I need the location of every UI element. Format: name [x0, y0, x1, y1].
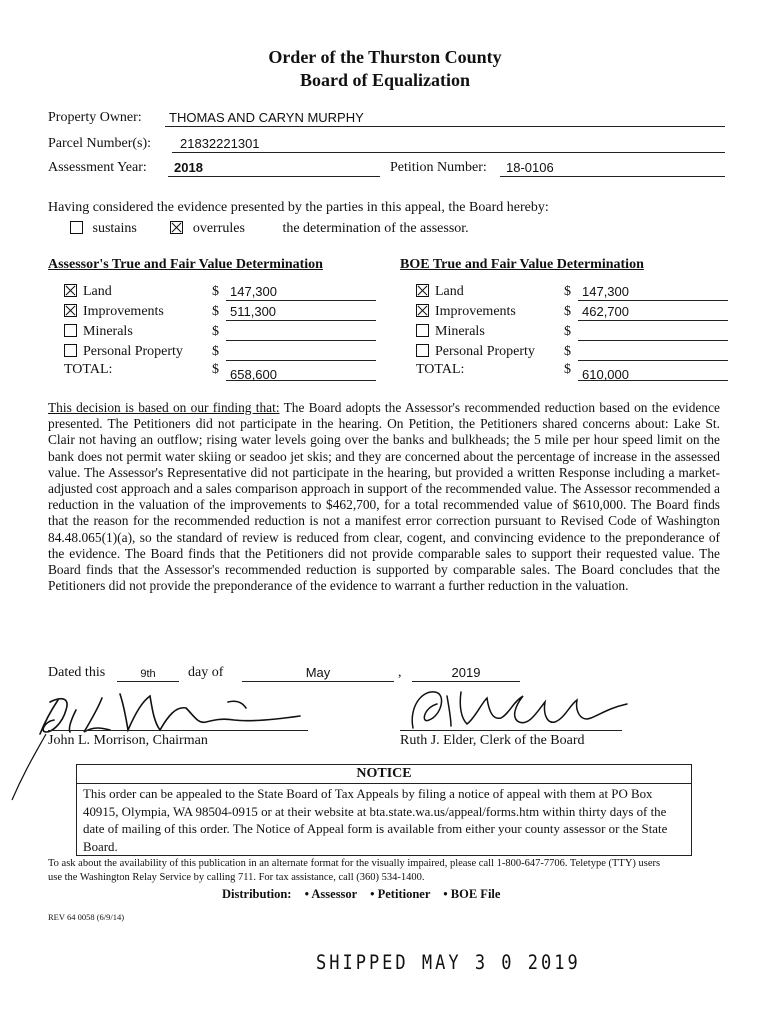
assessor-row-value: 147,300 — [230, 284, 277, 299]
overrules-checkbox[interactable] — [170, 221, 183, 234]
parcel-field — [172, 135, 725, 153]
boe-row-value: 462,700 — [582, 304, 629, 319]
assessor-value-line — [226, 284, 376, 301]
boe-value-line — [578, 304, 728, 321]
assessor-row-value: 511,300 — [230, 304, 277, 319]
boe-total-row — [416, 362, 728, 382]
boe-row-label: Improvements — [435, 304, 516, 319]
petition-field — [500, 159, 725, 177]
assessor-checkbox[interactable] — [64, 304, 77, 317]
assessor-total-value: 658,600 — [230, 367, 277, 382]
form-id: REV 64 0058 (6/9/14) — [48, 912, 125, 922]
page-subtitle: Board of Equalization — [299, 70, 471, 90]
dated-comma: , — [398, 665, 402, 680]
currency-sign: $ — [212, 324, 219, 339]
sustains-checkbox[interactable] — [70, 221, 83, 234]
notice-title: NOTICE — [77, 765, 691, 784]
assessor-checkbox[interactable] — [64, 284, 77, 297]
assessor-row-label: Minerals — [83, 324, 133, 339]
currency-sign: $ — [212, 284, 219, 299]
year-label: Assessment Year: — [48, 160, 147, 175]
assessor-row — [64, 324, 384, 344]
boe-row — [416, 324, 728, 344]
assessor-row-label: Improvements — [83, 304, 164, 319]
boe-value-line — [578, 284, 728, 301]
assessor-row — [64, 304, 384, 324]
boe-checkbox[interactable] — [416, 304, 429, 317]
boe-total-line — [578, 364, 728, 381]
assessor-checkbox[interactable] — [64, 344, 77, 357]
decision-options — [70, 221, 720, 237]
year-value: 2018 — [174, 160, 203, 175]
boe-row — [416, 284, 728, 304]
assessor-total-label: TOTAL: — [64, 362, 113, 377]
currency-sign: $ — [564, 304, 571, 319]
distribution-petitioner: • Petitioner — [370, 887, 431, 901]
assessor-total-row — [64, 362, 384, 382]
overrules-label: overrules — [192, 221, 245, 236]
boe-total-value: 610,000 — [582, 367, 629, 382]
parcel-label: Parcel Number(s): — [48, 136, 152, 151]
chair-name: John L. Morrison, Chairman — [48, 733, 208, 748]
assessor-values — [64, 284, 384, 382]
boe-heading: BOE True and Fair Value Determination — [400, 257, 644, 272]
page-title: Order of the Thurston County — [268, 47, 502, 67]
currency-sign: $ — [212, 344, 219, 359]
boe-checkbox[interactable] — [416, 344, 429, 357]
currency-sign: $ — [564, 284, 571, 299]
currency-sign: $ — [212, 362, 219, 377]
assessor-row — [64, 344, 384, 364]
boe-row — [416, 344, 728, 364]
notice-text: This order can be appealed to the State Board of Tax Appeals by filing a notice of appeal with them at PO Box 40915, Olympia, WA 98504-0915 or at their website at bta.state.wa.us/appeal/forms.htm within thirty days of the date of mailing of this order. The Notice of Appeal form is available from either your county assessor or the State Board. — [83, 787, 668, 854]
distribution-assessor: • Assessor — [304, 887, 357, 901]
currency-sign: $ — [564, 362, 571, 377]
distribution-label: Distribution: — [222, 887, 292, 901]
owner-label: Property Owner: — [48, 110, 142, 125]
boe-value-line — [578, 344, 728, 361]
boe-row-value: 147,300 — [582, 284, 629, 299]
currency-sign: $ — [564, 324, 571, 339]
boe-row-label: Personal Property — [435, 344, 535, 359]
dated-year: 2019 — [451, 665, 481, 680]
distribution-boe-file: • BOE File — [443, 887, 501, 901]
day-of-label: day of — [188, 665, 224, 680]
boe-checkbox[interactable] — [416, 324, 429, 337]
accessibility-note: To ask about the availability of this publication in an alternate format for the visually impaired, please call 1-800-647-7706. Teletype (TTY) users use the Washington Relay Service by calling 711. For tax assistance, call (360) 534-1400. — [48, 858, 661, 883]
finding-text: The Board adopts the Assessor's recommended reduction based on the evidence presented. The Petitioners did not participate in the hearing. On Petition, the Petitioners shared concerns about: Lake St. Clair not having an outflow; rising water levels going over the banks and bulkheads; the 5 mile per hour speed limit on the bank does not permit water skiing or seadoo jet skis; and they are concerned about the percentage of increase in the assessed value. The Assessor's Representative did not participate in the hearing, but provided a written Response including a market-adjusted cost approach and a sales comparison approach in support of the recommended value. The Assessor recommended a reduction in the valuation of the improvements to $462,700, for a total recommended value of $610,000. The Board finds that the reason for the recommended reduction is not a manifest error correction pursuant to Revised Code of Washington 84.48.065(1)(a), so the standard of review is reduced from clear, cogent, and convincing evidence to the preponderance of the evidence. The Board finds that the Petitioners did not provide comparable sales to support their requested value. The Board finds that the Assessor's recommended reduction is supported by comparable sales. The Board concludes that the Petitioners did not provide the preponderance of the evidence to warrant a further reduction in the valuation. — [48, 400, 720, 594]
dated-this-label: Dated this — [48, 665, 106, 680]
decision-tail: the determination of the assessor. — [282, 221, 469, 236]
clerk-signature-line — [400, 730, 622, 731]
assessor-value-line — [226, 344, 376, 361]
boe-row-label: Land — [435, 284, 464, 299]
finding-lead: This decision is based on our finding that: — [48, 400, 280, 415]
assessor-value-line — [226, 304, 376, 321]
year-field — [168, 159, 380, 177]
assessor-row-label: Personal Property — [83, 344, 183, 359]
assessor-row-label: Land — [83, 284, 112, 299]
boe-checkbox[interactable] — [416, 284, 429, 297]
boe-value-line — [578, 324, 728, 341]
owner-field — [165, 109, 725, 127]
boe-row-label: Minerals — [435, 324, 485, 339]
chair-signature-line — [48, 730, 308, 731]
petition-label: Petition Number: — [390, 160, 487, 175]
assessor-value-line — [226, 324, 376, 341]
distribution — [222, 887, 500, 902]
finding-paragraph — [48, 400, 720, 594]
shipped-stamp: SHIPPED MAY 3 0 2019 — [316, 951, 581, 975]
petition-value: 18-0106 — [506, 160, 554, 175]
assessor-total-line — [226, 364, 376, 381]
owner-value: THOMAS AND CARYN MURPHY — [169, 110, 364, 125]
dated-day: 9th — [140, 668, 156, 680]
clerk-name: Ruth J. Elder, Clerk of the Board — [400, 733, 585, 748]
currency-sign: $ — [212, 304, 219, 319]
assessor-checkbox[interactable] — [64, 324, 77, 337]
boe-total-label: TOTAL: — [416, 362, 465, 377]
parcel-value: 21832221301 — [180, 136, 260, 151]
assessor-row — [64, 284, 384, 304]
decision-intro: Having considered the evidence presented by the parties in this appeal, the Board hereby: — [48, 200, 549, 215]
dated-month: May — [305, 665, 331, 680]
assessor-heading: Assessor's True and Fair Value Determination — [48, 257, 323, 272]
notice-box — [76, 764, 692, 856]
sustains-label: sustains — [92, 221, 137, 236]
currency-sign: $ — [564, 344, 571, 359]
boe-row — [416, 304, 728, 324]
boe-values — [416, 284, 728, 382]
